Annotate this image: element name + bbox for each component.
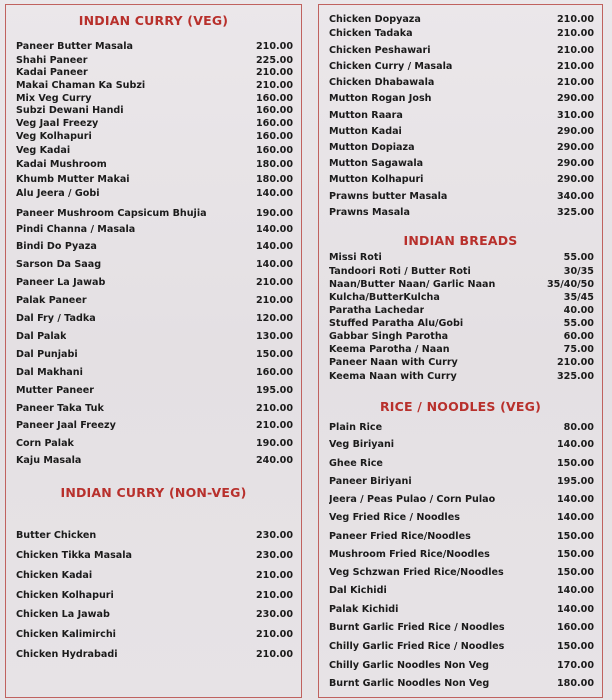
menu-item	[329, 45, 594, 56]
menu-item-price: 190.00	[255, 208, 293, 219]
menu-item-name: Mutton Rogan Josh	[329, 93, 432, 104]
menu-item-name: Mutton Kolhapuri	[329, 174, 424, 185]
menu-item-price: 140.00	[255, 188, 293, 199]
menu-item	[16, 295, 293, 306]
menu-item	[16, 80, 293, 91]
menu-item-name: Mushroom Fried Rice/Noodles	[329, 549, 490, 560]
menu-item	[329, 61, 594, 72]
menu-item-price: 340.00	[556, 191, 594, 202]
menu-item	[16, 570, 293, 581]
menu-item	[329, 126, 594, 137]
menu-item-price: 230.00	[255, 550, 293, 561]
menu-item-name: Chilly Garlic Noodles Non Veg	[329, 660, 490, 671]
menu-item-name: Dal Palak	[16, 331, 67, 342]
menu-item	[16, 159, 293, 170]
menu-item-price: 240.00	[255, 455, 293, 466]
menu-item-name: Ghee Rice	[329, 458, 383, 469]
menu-item-price: 230.00	[255, 609, 293, 620]
menu-item-name: Tandoori Roti / Butter Roti	[329, 266, 471, 277]
menu-item-price: 195.00	[556, 476, 594, 487]
menu-item-name: Paneer Naan with Curry	[329, 357, 458, 368]
menu-item	[16, 224, 293, 235]
menu-item-name: Plain Rice	[329, 422, 383, 433]
menu-item-name: Keema Parotha / Naan	[329, 344, 450, 355]
left-menu-panel	[5, 4, 302, 698]
menu-item-price: 290.00	[556, 93, 594, 104]
menu-item	[329, 622, 594, 633]
menu-item-price: 195.00	[255, 385, 293, 396]
menu-item-price: 210.00	[556, 357, 594, 368]
menu-item-price: 210.00	[255, 80, 293, 91]
menu-item	[329, 331, 594, 342]
menu-item-price: 140.00	[255, 259, 293, 270]
rice-noodles-heading: RICE / NOODLES (VEG)	[379, 399, 542, 414]
menu-item-name: Stuffed Paratha Alu/Gobi	[329, 318, 464, 329]
menu-item-price: 150.00	[255, 349, 293, 360]
menu-item-name: Dal Punjabi	[16, 349, 78, 360]
menu-item-price: 210.00	[556, 77, 594, 88]
menu-item-price: 210.00	[255, 67, 293, 78]
menu-item	[16, 313, 293, 324]
menu-item-name: Veg Biriyani	[329, 439, 395, 450]
menu-item-name: Mix Veg Curry	[16, 93, 92, 104]
menu-item-name: Paneer Jaal Freezy	[16, 420, 116, 431]
menu-item-price: 290.00	[556, 126, 594, 137]
menu-item-price: 160.00	[255, 367, 293, 378]
menu-item-price: 210.00	[255, 403, 293, 414]
menu-item-price: 210.00	[255, 629, 293, 640]
menu-item-price: 180.00	[255, 159, 293, 170]
menu-item	[329, 158, 594, 169]
menu-item-price: 120.00	[255, 313, 293, 324]
menu-item-price: 40.00	[563, 305, 594, 316]
menu-item-price: 140.00	[556, 439, 594, 450]
menu-item	[329, 292, 594, 303]
menu-item	[329, 266, 594, 277]
menu-item-price: 210.00	[255, 590, 293, 601]
menu-item-name: Sarson Da Saag	[16, 259, 102, 270]
menu-item-price: 80.00	[563, 422, 594, 433]
menu-item-name: Mutton Dopiaza	[329, 142, 415, 153]
menu-item-name: Chicken Kolhapuri	[16, 590, 114, 601]
menu-item	[16, 277, 293, 288]
menu-item-name: Khumb Mutter Makai	[16, 174, 130, 185]
menu-item	[329, 371, 594, 382]
menu-item	[329, 494, 594, 505]
menu-item	[16, 118, 293, 129]
menu-item-price: 325.00	[556, 371, 594, 382]
menu-item	[16, 208, 293, 219]
menu-item	[16, 145, 293, 156]
menu-item-price: 160.00	[556, 622, 594, 633]
menu-item-price: 310.00	[556, 110, 594, 121]
menu-item-name: Chicken Peshawari	[329, 45, 431, 56]
menu-item-price: 170.00	[556, 660, 594, 671]
menu-item-name: Paneer Mushroom Capsicum Bhujia	[16, 208, 207, 219]
menu-item-name: Chilly Garlic Fried Rice / Noodles	[329, 641, 505, 652]
menu-item-price: 230.00	[255, 530, 293, 541]
menu-item-price: 290.00	[556, 158, 594, 169]
menu-item-name: Veg Fried Rice / Noodles	[329, 512, 460, 523]
menu-item-price: 30/35	[563, 266, 594, 277]
menu-item-name: Chicken Tikka Masala	[16, 550, 133, 561]
menu-item-price: 160.00	[255, 105, 293, 116]
menu-item	[329, 476, 594, 487]
menu-item-price: 140.00	[556, 585, 594, 596]
menu-item-price: 160.00	[255, 145, 293, 156]
menu-item-name: Makai Chaman Ka Subzi	[16, 80, 146, 91]
menu-item-name: Mutter Paneer	[16, 385, 94, 396]
menu-item-name: Prawns butter Masala	[329, 191, 448, 202]
menu-item	[16, 649, 293, 660]
menu-item	[16, 609, 293, 620]
menu-item	[16, 41, 293, 52]
menu-item-name: Burnt Garlic Noodles Non Veg	[329, 678, 490, 689]
menu-item-name: Paratha Lachedar	[329, 305, 425, 316]
menu-item-price: 150.00	[556, 458, 594, 469]
menu-item	[329, 279, 594, 290]
menu-item-price: 150.00	[556, 531, 594, 542]
menu-item-price: 225.00	[255, 55, 293, 66]
menu-item-name: Chicken Dopyaza	[329, 14, 421, 25]
menu-item-name: Veg Kadai	[16, 145, 71, 156]
menu-item	[16, 259, 293, 270]
menu-item-name: Mutton Kadai	[329, 126, 402, 137]
menu-item-name: Veg Kolhapuri	[16, 131, 92, 142]
menu-item-name: Prawns Masala	[329, 207, 410, 218]
menu-item-price: 130.00	[255, 331, 293, 342]
menu-item	[16, 455, 293, 466]
menu-item-price: 210.00	[255, 420, 293, 431]
menu-item	[16, 349, 293, 360]
menu-item-name: Kadai Mushroom	[16, 159, 107, 170]
nonveg-curry-heading: INDIAN CURRY (NON-VEG)	[60, 485, 247, 500]
menu-item-price: 140.00	[255, 241, 293, 252]
menu-item	[329, 14, 594, 25]
menu-item	[16, 105, 293, 116]
menu-item-name: Butter Chicken	[16, 530, 97, 541]
menu-item-price: 150.00	[556, 549, 594, 560]
menu-item-name: Chicken La Jawab	[16, 609, 110, 620]
menu-item-name: Chicken Hydrabadi	[16, 649, 118, 660]
menu-item-name: Kulcha/ButterKulcha	[329, 292, 440, 303]
menu-item	[16, 629, 293, 640]
menu-item-name: Palak Paneer	[16, 295, 87, 306]
menu-item	[329, 439, 594, 450]
menu-item	[329, 512, 594, 523]
menu-item-name: Veg Jaal Freezy	[16, 118, 99, 129]
menu-item-name: Mutton Raara	[329, 110, 403, 121]
menu-item	[16, 403, 293, 414]
menu-item-price: 210.00	[255, 649, 293, 660]
menu-item	[16, 93, 293, 104]
menu-item-name: Chicken Kadai	[16, 570, 93, 581]
menu-item-price: 210.00	[255, 277, 293, 288]
menu-item	[329, 142, 594, 153]
menu-item	[329, 585, 594, 596]
menu-item-name: Keema Naan with Curry	[329, 371, 457, 382]
menu-item-price: 140.00	[556, 494, 594, 505]
menu-item-price: 60.00	[563, 331, 594, 342]
menu-item-name: Dal Makhani	[16, 367, 83, 378]
menu-item-name: Subzi Dewani Handi	[16, 105, 124, 116]
menu-item-price: 35/40/50	[546, 279, 594, 290]
menu-item-name: Jeera / Peas Pulao / Corn Pulao	[329, 494, 496, 505]
menu-item-price: 325.00	[556, 207, 594, 218]
menu-item	[329, 77, 594, 88]
menu-item	[16, 188, 293, 199]
menu-item	[16, 550, 293, 561]
menu-item-name: Kaju Masala	[16, 455, 82, 466]
menu-item-price: 290.00	[556, 142, 594, 153]
menu-item-price: 140.00	[556, 604, 594, 615]
menu-item	[329, 344, 594, 355]
menu-item	[329, 207, 594, 218]
menu-item-name: Missi Roti	[329, 252, 382, 263]
menu-item-price: 75.00	[563, 344, 594, 355]
menu-item-name: Chicken Curry / Masala	[329, 61, 453, 72]
menu-item-price: 210.00	[255, 41, 293, 52]
menu-item-name: Burnt Garlic Fried Rice / Noodles	[329, 622, 505, 633]
menu-item	[16, 385, 293, 396]
menu-item-name: Chicken Tadaka	[329, 28, 413, 39]
menu-item	[16, 55, 293, 66]
menu-item-name: Pindi Channa / Masala	[16, 224, 136, 235]
menu-item	[329, 422, 594, 433]
menu-item	[329, 567, 594, 578]
menu-item-price: 160.00	[255, 118, 293, 129]
menu-item-price: 210.00	[255, 570, 293, 581]
menu-item-price: 210.00	[556, 14, 594, 25]
menu-item	[329, 357, 594, 368]
menu-item-name: Paneer Biriyani	[329, 476, 412, 487]
menu-item-price: 35/45	[563, 292, 594, 303]
menu-item	[329, 660, 594, 671]
menu-item	[16, 67, 293, 78]
menu-item-name: Chicken Kalimirchi	[16, 629, 116, 640]
menu-item-price: 210.00	[556, 28, 594, 39]
menu-item	[329, 318, 594, 329]
menu-item	[16, 367, 293, 378]
menu-item-price: 210.00	[556, 61, 594, 72]
menu-item-price: 150.00	[556, 641, 594, 652]
veg-curry-heading: INDIAN CURRY (VEG)	[78, 13, 229, 28]
menu-item-price: 140.00	[255, 224, 293, 235]
menu-item-name: Shahi Paneer	[16, 55, 88, 66]
menu-item	[329, 549, 594, 560]
menu-item-name: Bindi Do Pyaza	[16, 241, 97, 252]
menu-item	[329, 531, 594, 542]
menu-item-price: 150.00	[556, 567, 594, 578]
menu-item-price: 210.00	[255, 295, 293, 306]
menu-item	[16, 331, 293, 342]
menu-item	[329, 604, 594, 615]
menu-item	[16, 590, 293, 601]
menu-item	[329, 174, 594, 185]
menu-item-price: 290.00	[556, 174, 594, 185]
menu-item	[16, 131, 293, 142]
menu-item	[329, 110, 594, 121]
menu-item-price: 55.00	[563, 252, 594, 263]
menu-item-name: Corn Palak	[16, 438, 74, 449]
menu-item-name: Gabbar Singh Parotha	[329, 331, 449, 342]
menu-item-price: 140.00	[556, 512, 594, 523]
indian-breads-heading: INDIAN BREADS	[403, 233, 518, 248]
menu-item-name: Paneer Fried Rice/Noodles	[329, 531, 471, 542]
menu-item	[16, 174, 293, 185]
menu-item-name: Paneer La Jawab	[16, 277, 106, 288]
menu-item	[329, 458, 594, 469]
menu-item-name: Chicken Dhabawala	[329, 77, 435, 88]
menu-item-name: Paneer Butter Masala	[16, 41, 134, 52]
menu-item-name: Palak Kichidi	[329, 604, 399, 615]
menu-item-price: 180.00	[255, 174, 293, 185]
menu-item	[329, 305, 594, 316]
menu-item-price: 180.00	[556, 678, 594, 689]
menu-item-price: 210.00	[556, 45, 594, 56]
menu-item	[16, 420, 293, 431]
right-menu-panel	[318, 4, 603, 698]
menu-item-name: Mutton Sagawala	[329, 158, 424, 169]
menu-item-name: Alu Jeera / Gobi	[16, 188, 100, 199]
menu-item	[16, 241, 293, 252]
menu-item-name: Veg Schzwan Fried Rice/Noodles	[329, 567, 504, 578]
menu-item	[329, 678, 594, 689]
menu-item-name: Dal Kichidi	[329, 585, 387, 596]
menu-item-name: Paneer Taka Tuk	[16, 403, 104, 414]
menu-item-price: 55.00	[563, 318, 594, 329]
menu-item	[329, 641, 594, 652]
menu-item	[16, 438, 293, 449]
menu-item-price: 160.00	[255, 93, 293, 104]
menu-item	[329, 93, 594, 104]
menu-item	[16, 530, 293, 541]
menu-item-price: 160.00	[255, 131, 293, 142]
menu-item-name: Naan/Butter Naan/ Garlic Naan	[329, 279, 496, 290]
menu-item	[329, 28, 594, 39]
menu-item-name: Dal Fry / Tadka	[16, 313, 96, 324]
menu-item-price: 190.00	[255, 438, 293, 449]
menu-item	[329, 252, 594, 263]
menu-item-name: Kadai Paneer	[16, 67, 88, 78]
menu-item	[329, 191, 594, 202]
